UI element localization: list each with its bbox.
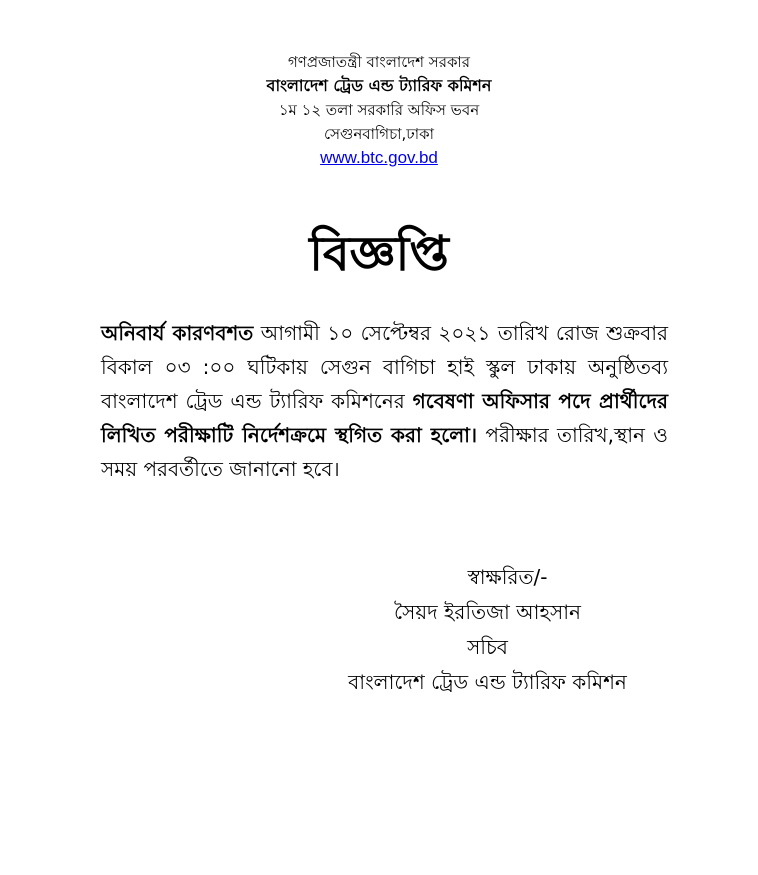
- signed-label: স্বাক্ষরিত/-: [467, 565, 548, 589]
- address-line-1: ১ম ১২ তলা সরকারি অফিস ভবন: [278, 101, 480, 119]
- notice-segment-bold-postponement: গবেষণা অফিসার পদে প্রার্থীদের লিখিত পরীক্ষাটি নির্দেশক্রমে স্থগিত করা হলো।: [101, 389, 668, 447]
- notice-segment-details: আগামী ১০ সেপ্টেম্বর ২০২১ তারিখ রোজ শুক্রবার বিকাল ০৩ :০০ ঘটিকায় সেগুন বাগিচা হাই স্কুল ঢাকায় অনুষ্ঠিতব্য বাংলাদেশ ট্রেড এন্ড ট্যারিফ কমিশনের: [101, 321, 668, 413]
- organization-name: বাংলাদেশ ট্রেড এন্ড ট্যারিফ কমিশন: [266, 76, 492, 95]
- government-name: গণপ্রজাতন্ত্রী বাংলাদেশ সরকার: [287, 53, 471, 71]
- notice-title: বিজ্ঞপ্তি: [309, 226, 449, 282]
- letterhead: [0, 50, 758, 170]
- signatory-designation: সচিব: [467, 635, 508, 659]
- signatory-organization: বাংলাদেশ ট্রেড এন্ড ট্যারিফ কমিশন: [348, 670, 627, 694]
- notice-segment-bold-reason: অনিবার্য কারণবশত: [101, 321, 254, 345]
- notice-segment-followup: পরীক্ষার তারিখ,স্থান ও সময় পরবর্তীতে জানানো হবে।: [101, 423, 669, 481]
- notice-body: [101, 316, 668, 486]
- address-line-2: সেগুনবাগিচা,ঢাকা: [324, 125, 434, 143]
- website-line: [0, 146, 758, 170]
- signatory-name: সৈয়দ ইরতিজা আহসান: [394, 600, 581, 624]
- signature-block: [290, 560, 685, 700]
- website-link[interactable]: www.btc.gov.bd: [320, 148, 438, 167]
